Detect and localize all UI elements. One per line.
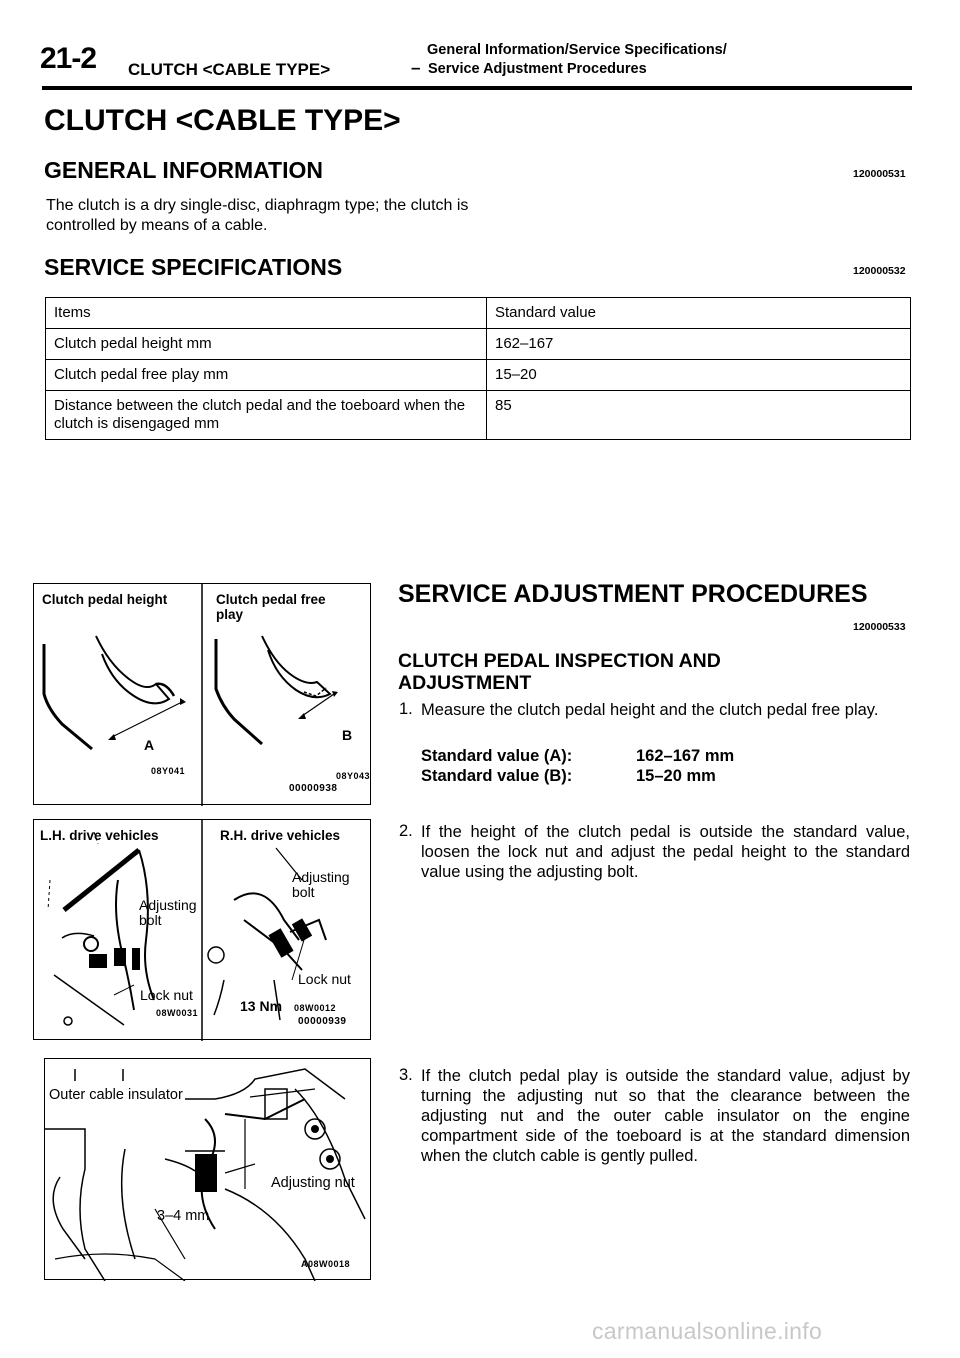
- table-row: [46, 360, 911, 391]
- table-row: [46, 391, 911, 440]
- column-header-standard-value: Standard value: [487, 298, 911, 329]
- table-cell-item: Distance between the clutch pedal and the toeboard when the clutch is disengaged mm: [46, 391, 487, 440]
- standard-value-a: 162–167 mm: [636, 747, 735, 765]
- table-cell-item: Clutch pedal height mm: [46, 329, 487, 360]
- general-information-code: 120000531: [853, 168, 906, 180]
- figure-label-lh-drive: L.H. drive vehicles: [40, 828, 159, 843]
- figure-letter-b: B: [342, 727, 353, 743]
- figure-code: 08Y043: [336, 771, 371, 781]
- standard-value-a-label: Standard value (A):: [421, 747, 573, 765]
- general-information-text: The clutch is a dry single-disc, diaphragm type; the clutch is controlled by means of a cable.: [46, 197, 469, 234]
- service-adjustment-code: 120000533: [853, 621, 906, 633]
- label-lock-nut-right: Lock nut: [298, 971, 351, 987]
- label-outer-cable-insulator: Outer cable insulator: [49, 1087, 183, 1103]
- service-adjustment-heading: SERVICE ADJUSTMENT PROCEDURES: [398, 580, 868, 608]
- figure-adjusting-bolt: [33, 819, 371, 1040]
- table-cell-value: 162–167: [487, 329, 911, 360]
- figure-code: A08W0018: [301, 1259, 351, 1269]
- step-number: 3.: [399, 1066, 413, 1084]
- standard-values: [421, 746, 734, 786]
- figure-code: 00000938: [289, 783, 338, 794]
- figure-code: 08W0031: [156, 1008, 199, 1018]
- figure-label-rh-drive: R.H. drive vehicles: [220, 828, 341, 843]
- inspection-subheading: CLUTCH PEDAL INSPECTION AND ADJUSTMENT: [398, 650, 721, 694]
- watermark: carmanualsonline.info: [592, 1318, 823, 1344]
- table-cell-value: 15–20: [487, 360, 911, 391]
- step-text: Measure the clutch pedal height and the clutch pedal free play.: [421, 701, 879, 719]
- label-adjusting-nut: Adjusting nut: [271, 1175, 355, 1191]
- label-torque: 13 Nm: [240, 998, 283, 1014]
- table-header-row: [46, 298, 911, 329]
- label-adjusting-bolt-right: Adjusting bolt: [292, 869, 350, 900]
- header-topics-line1: General Information/Service Specifications/: [427, 42, 727, 58]
- service-specifications-heading: SERVICE SPECIFICATIONS: [44, 254, 343, 280]
- figure-code: 00000939: [298, 1016, 347, 1027]
- standard-value-b-label: Standard value (B):: [421, 767, 573, 785]
- header-section: CLUTCH <CABLE TYPE>: [128, 60, 331, 79]
- spec-table: [45, 297, 911, 440]
- figure-code: 08Y041: [151, 766, 186, 776]
- figure-label-free-play: Clutch pedal free play: [216, 592, 326, 622]
- table-cell-item: Clutch pedal free play mm: [46, 360, 487, 391]
- header-rule: [42, 86, 912, 90]
- label-adjusting-bolt-left: Adjusting bolt: [139, 897, 197, 928]
- table-row: [46, 329, 911, 360]
- step-text: If the clutch pedal play is outside the standard value, adjust by turning the adjusting nut so that the clearance between the adjusting nut and the outer cable insulator on the engine compartment side of the toeboard is at the standard dimension when the clutch cable is gently pulled.: [421, 1067, 910, 1165]
- header-dash: –: [411, 58, 421, 77]
- step-number: 2.: [399, 822, 413, 840]
- standard-value-b: 15–20 mm: [636, 767, 716, 785]
- figure-adjusting-nut: [44, 1058, 371, 1280]
- column-header-items: Items: [46, 298, 487, 329]
- page-title: CLUTCH <CABLE TYPE>: [44, 104, 401, 137]
- header-topics-line2: Service Adjustment Procedures: [428, 61, 647, 77]
- label-dimension: 3–4 mm: [157, 1208, 210, 1224]
- table-cell-value: 85: [487, 391, 911, 440]
- service-specifications-code: 120000532: [853, 265, 906, 277]
- figure-code: 08W0012: [294, 1003, 337, 1013]
- label-lock-nut-left: Lock nut: [140, 987, 193, 1003]
- figure-pedal-height-free-play: [33, 583, 371, 805]
- figure-label-pedal-height: Clutch pedal height: [42, 592, 168, 607]
- general-information-heading: GENERAL INFORMATION: [44, 157, 323, 183]
- page-number: 21-2: [40, 42, 97, 75]
- figure-letter-a: A: [144, 737, 155, 753]
- step-number: 1.: [399, 700, 413, 718]
- step-text: If the height of the clutch pedal is outside the standard value, loosen the lock nut and adjust the pedal height to the standard value using the adjusting bolt.: [421, 823, 910, 881]
